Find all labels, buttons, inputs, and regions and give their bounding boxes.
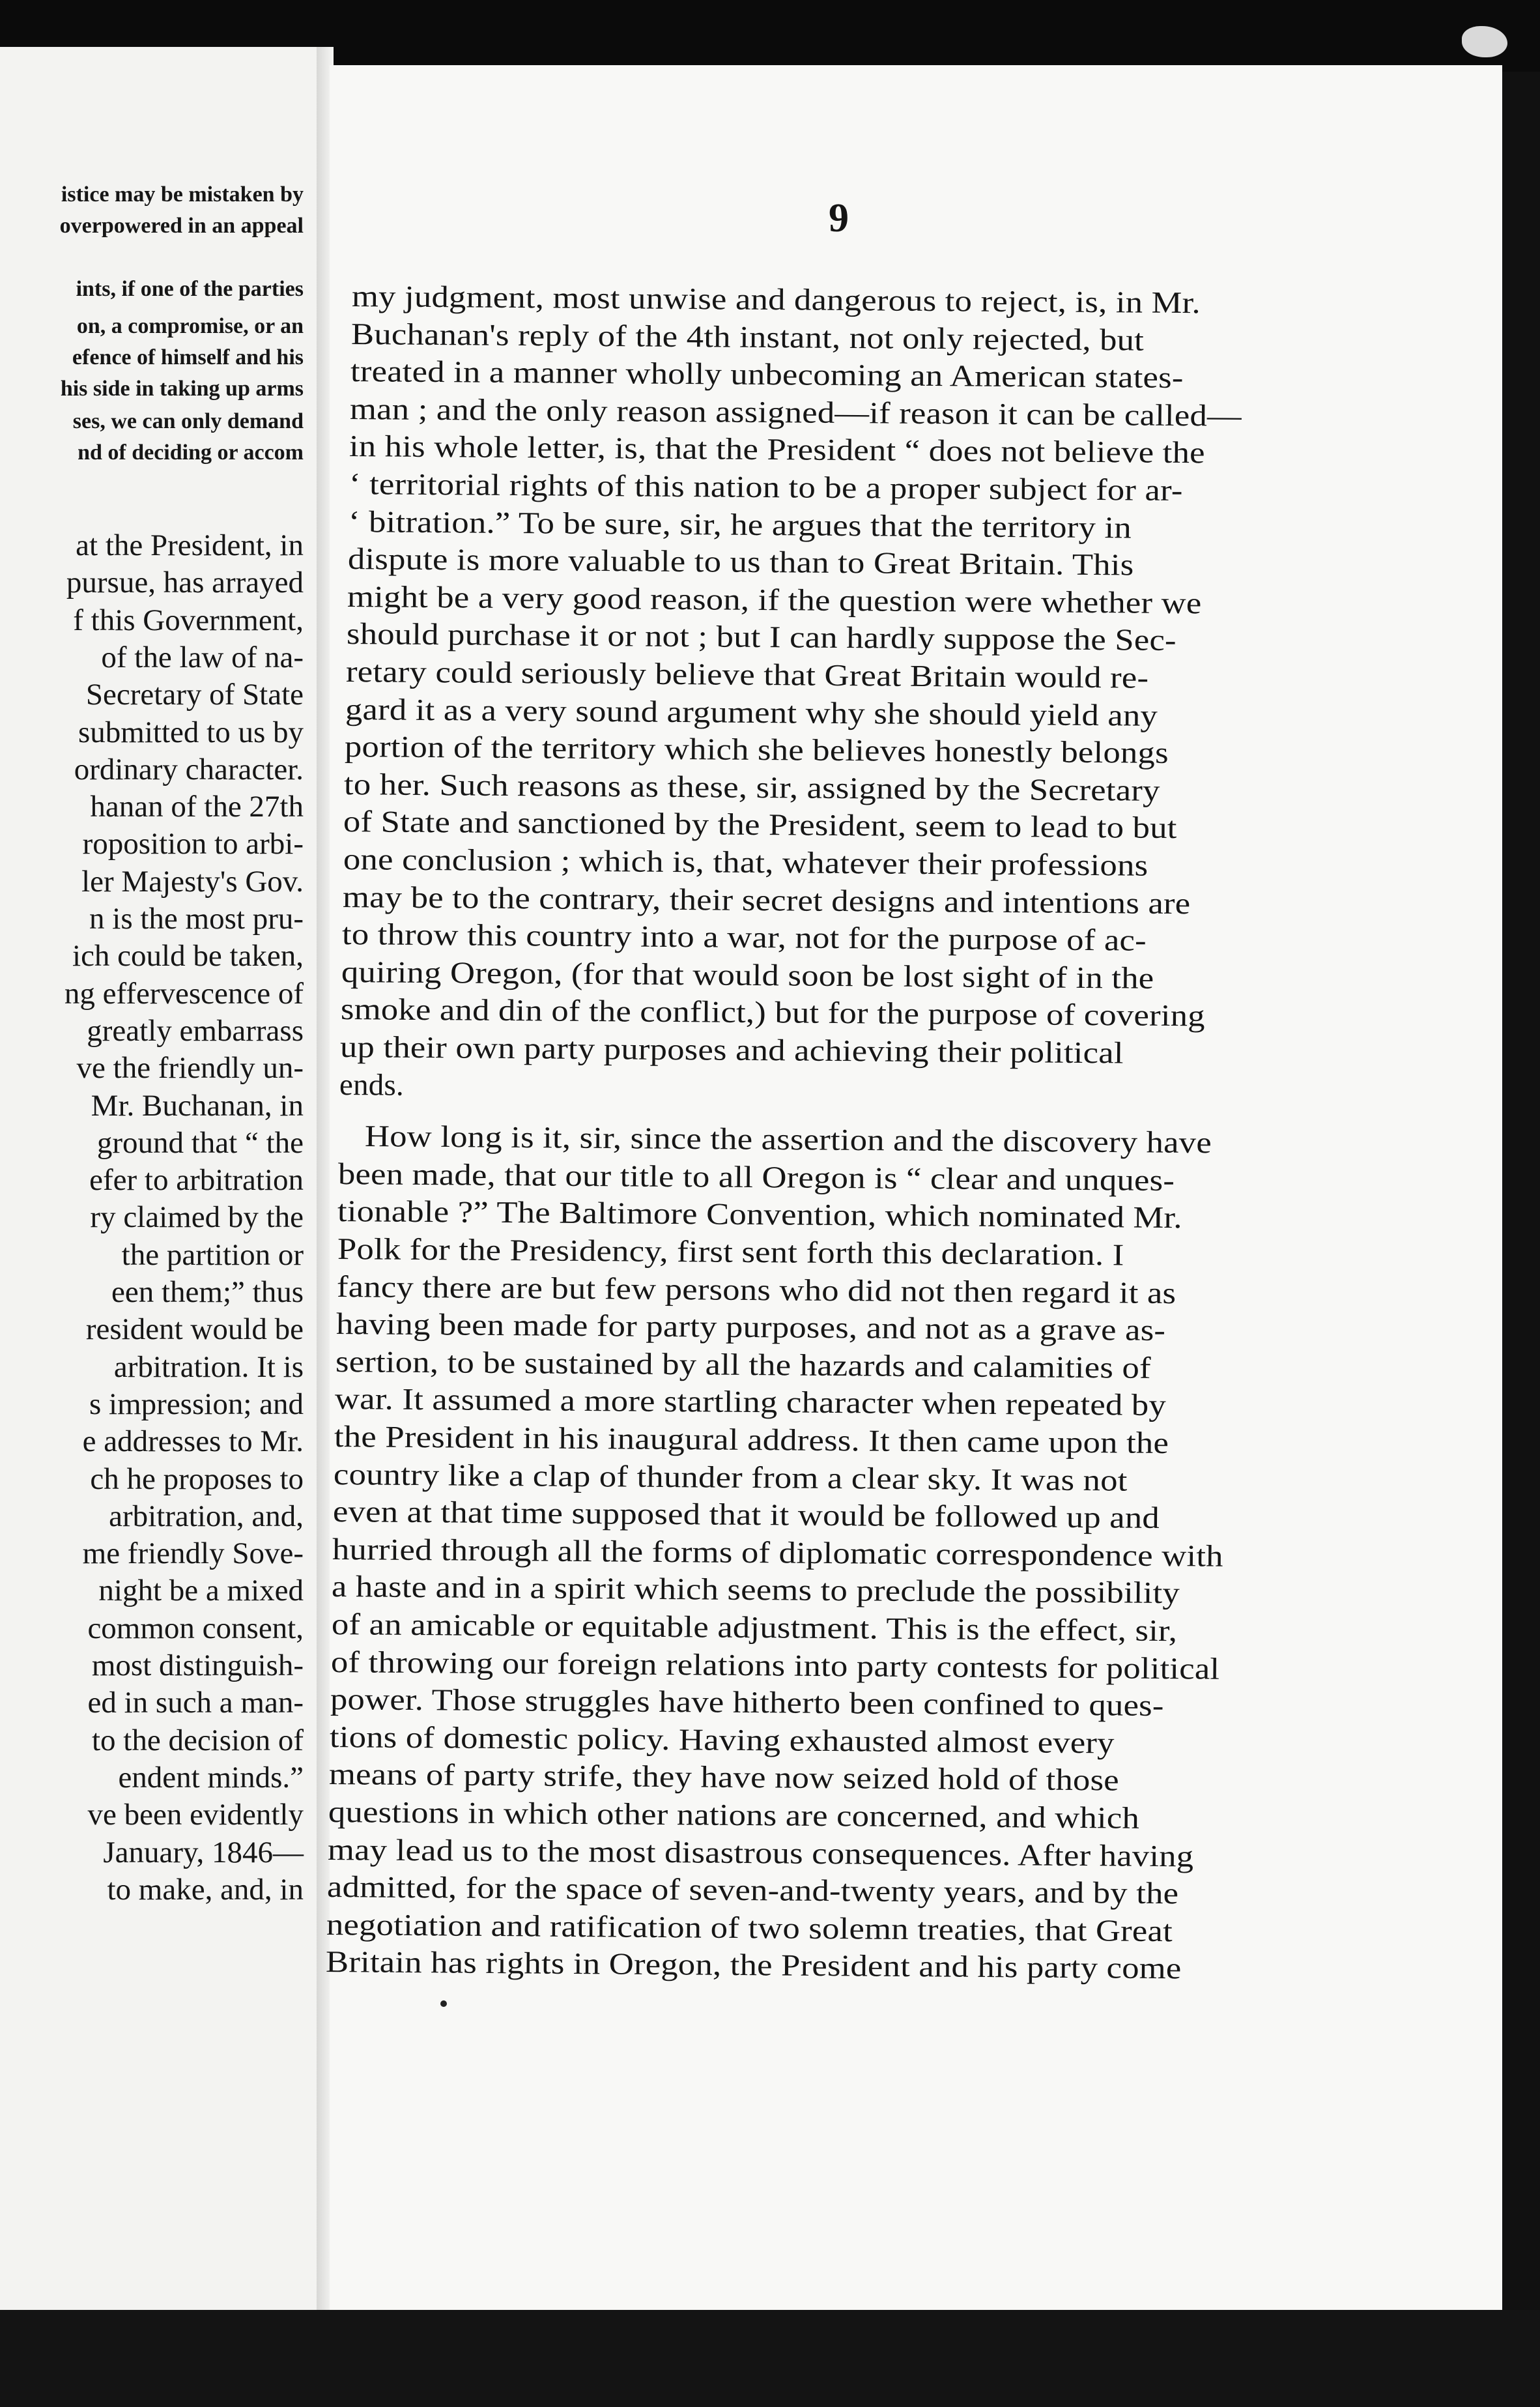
body-text-line: one conclusion ; which is, that, whatever their professions bbox=[343, 843, 1148, 883]
body-text-line: having been made for party purposes, and not as a grave as- bbox=[335, 1307, 1166, 1348]
left-page-line: hanan of the 27th bbox=[90, 790, 304, 824]
body-text-line: of throwing our foreign relations into party contests for political bbox=[330, 1645, 1220, 1686]
body-text-line: power. Those struggles have hitherto been confined to ques- bbox=[330, 1682, 1164, 1723]
body-text-line: dispute is more valuable to us than to Great Britain. This bbox=[347, 542, 1134, 583]
left-page-line: resident would be bbox=[85, 1312, 304, 1347]
body-text-line: of an amicable or equitable adjustment. This is the effect, sir, bbox=[331, 1607, 1177, 1649]
body-text-line: Britain has rights in Oregon, the President and his party come bbox=[326, 1945, 1182, 1986]
left-page-line: ordinary character. bbox=[74, 752, 304, 786]
left-page-line: to the decision of bbox=[91, 1723, 304, 1757]
body-text-line: my judgment, most unwise and dangerous to reject, is, in Mr. bbox=[351, 280, 1201, 321]
left-page-line: ch he proposes to bbox=[90, 1462, 304, 1496]
body-text-line: quiring Oregon, (for that would soon be lost sight of in the bbox=[341, 955, 1154, 996]
left-page-line: his side in taking up arms bbox=[60, 377, 304, 401]
left-page-line: efer to arbitration bbox=[89, 1163, 304, 1198]
left-page-line: overpowered in an appeal bbox=[59, 214, 304, 238]
left-page-line: ground that “ the bbox=[96, 1125, 304, 1160]
body-text-line: ends. bbox=[339, 1067, 405, 1103]
left-page-line: common consent, bbox=[87, 1611, 304, 1645]
body-text-line: might be a very good reason, if the question were whether we bbox=[347, 579, 1202, 621]
left-page-line: f this Government, bbox=[73, 603, 304, 637]
body-text-line: a haste and in a spirit which seems to preclude the possibility bbox=[332, 1570, 1180, 1611]
left-page-line: at the President, in bbox=[76, 528, 304, 562]
left-page-line: night be a mixed bbox=[98, 1574, 304, 1608]
left-page-line: endent minds.” bbox=[118, 1760, 304, 1794]
body-text-line: admitted, for the space of seven-and-twenty years, and by the bbox=[326, 1870, 1179, 1911]
left-page-line: ed in such a man- bbox=[87, 1686, 304, 1720]
body-text-line: man ; and the only reason assigned—if reason it can be called— bbox=[350, 392, 1242, 433]
body-text-line: in his whole letter, is, that the President “ does not believe the bbox=[349, 429, 1206, 470]
body-text-line: the President in his inaugural address. It then came upon the bbox=[334, 1420, 1169, 1461]
body-text-line: to her. Such reasons as these, sir, assigned by the Secretary bbox=[344, 767, 1161, 808]
body-text-line: treated in a manner wholly unbecoming an American states- bbox=[350, 354, 1184, 396]
left-page-line: me friendly Sove- bbox=[82, 1536, 304, 1571]
body-text-line: sertion, to be sustained by all the hazards and calamities of bbox=[335, 1344, 1151, 1385]
left-page-line: istice may be mistaken by bbox=[61, 182, 304, 207]
body-text-line: country like a clap of thunder from a clear sky. It was not bbox=[333, 1457, 1128, 1498]
left-page-line: een them;” thus bbox=[111, 1275, 304, 1309]
left-page-line: Mr. Buchanan, in bbox=[91, 1088, 304, 1123]
left-page-line: s impression; and bbox=[89, 1387, 304, 1421]
left-page-line: January, 1846— bbox=[103, 1835, 304, 1869]
body-text-line: Buchanan's reply of the 4th instant, not only rejected, but bbox=[350, 317, 1145, 358]
left-page-line: pursue, has arrayed bbox=[66, 566, 304, 600]
left-page-line: ry claimed by the bbox=[90, 1200, 304, 1235]
body-text-line: hurried through all the forms of diplomatic correspondence with bbox=[332, 1532, 1224, 1574]
body-text-line: means of party strife, they have now seized hold of those bbox=[328, 1757, 1119, 1798]
left-page-line: ve been evidently bbox=[87, 1798, 304, 1832]
body-text-line: gard it as a very sound argument why she should yield any bbox=[345, 692, 1158, 733]
ink-dot-mark bbox=[440, 2000, 447, 2007]
body-text-line: even at that time supposed that it would be followed up and bbox=[332, 1495, 1160, 1536]
body-text-line: Polk for the Presidency, first sent forth this declaration. I bbox=[337, 1232, 1124, 1273]
left-page-line: e addresses to Mr. bbox=[82, 1424, 304, 1459]
body-text-line: of State and sanctioned by the President, seem to lead to but bbox=[343, 805, 1178, 846]
left-page-line: ve the friendly un- bbox=[76, 1051, 304, 1086]
left-page-line: ses, we can only demand bbox=[72, 409, 304, 433]
left-page-line: nd of deciding or accom bbox=[78, 440, 304, 465]
body-text-line: negotiation and ratification of two solemn treaties, that Great bbox=[326, 1907, 1173, 1948]
body-text-line: war. It assumed a more startling character when repeated by bbox=[334, 1382, 1167, 1423]
body-text-line: smoke and din of the conflict,) but for the purpose of covering bbox=[340, 992, 1205, 1033]
scanner-bottom-band bbox=[0, 2310, 1540, 2407]
left-page-line: most distinguish- bbox=[91, 1649, 304, 1682]
left-page-line: efence of himself and his bbox=[72, 345, 304, 369]
body-text-line: How long is it, sir, since the assertion and the discovery have bbox=[364, 1119, 1212, 1160]
left-page-line: the partition or bbox=[121, 1237, 304, 1272]
left-page-line: greatly embarrass bbox=[87, 1013, 304, 1048]
left-page-line: arbitration, and, bbox=[109, 1499, 304, 1533]
body-text-line: questions in which other nations are concerned, and which bbox=[328, 1795, 1140, 1836]
body-text-line: retary could seriously believe that Great Britain would re- bbox=[345, 655, 1149, 695]
left-page-line: n is the most pru- bbox=[89, 902, 304, 936]
left-page-line: ich could be taken, bbox=[72, 939, 304, 973]
body-text-line: portion of the territory which she believes honestly belongs bbox=[344, 730, 1169, 771]
left-facing-page bbox=[0, 47, 319, 2367]
left-page-line: arbitration. It is bbox=[113, 1349, 304, 1384]
left-page-line: to make, and, in bbox=[107, 1872, 304, 1907]
body-text-line: fancy there are but few persons who did not then regard it as bbox=[336, 1269, 1176, 1310]
left-page-line: submitted to us by bbox=[78, 715, 304, 749]
body-text-line: been made, that our title to all Oregon is “ clear and unques- bbox=[338, 1157, 1175, 1198]
page-number: 9 bbox=[829, 196, 849, 240]
left-page-line: ints, if one of the parties bbox=[76, 277, 304, 301]
body-text-line: may be to the contrary, their secret designs and intentions are bbox=[342, 880, 1191, 921]
body-text-line: should purchase it or not ; but I can hardly suppose the Sec- bbox=[346, 617, 1176, 658]
left-page-line: ng effervescence of bbox=[64, 976, 304, 1011]
left-page-line: Secretary of State bbox=[85, 678, 304, 712]
body-text-line: tionable ?” The Baltimore Convention, which nominated Mr. bbox=[337, 1194, 1183, 1235]
body-text-line: up their own party purposes and achieving their political bbox=[339, 1030, 1124, 1071]
body-text-line: ‘ territorial rights of this nation to be a proper subject for ar- bbox=[349, 467, 1183, 508]
body-text-line: may lead us to the most disastrous consequences. After having bbox=[327, 1832, 1194, 1874]
left-page-line: ler Majesty's Gov. bbox=[81, 864, 304, 899]
body-text-line: ‘ bitration.” To be sure, sir, he argues that the territory in bbox=[348, 504, 1132, 545]
left-page-line: on, a compromise, or an bbox=[76, 314, 304, 338]
left-page-line: of the law of na- bbox=[101, 640, 304, 674]
left-page-line: roposition to arbi- bbox=[82, 827, 304, 861]
body-text-line: to throw this country into a war, not for the purpose of ac- bbox=[341, 917, 1147, 958]
body-text-line: tions of domestic policy. Having exhausted almost every bbox=[329, 1720, 1115, 1761]
